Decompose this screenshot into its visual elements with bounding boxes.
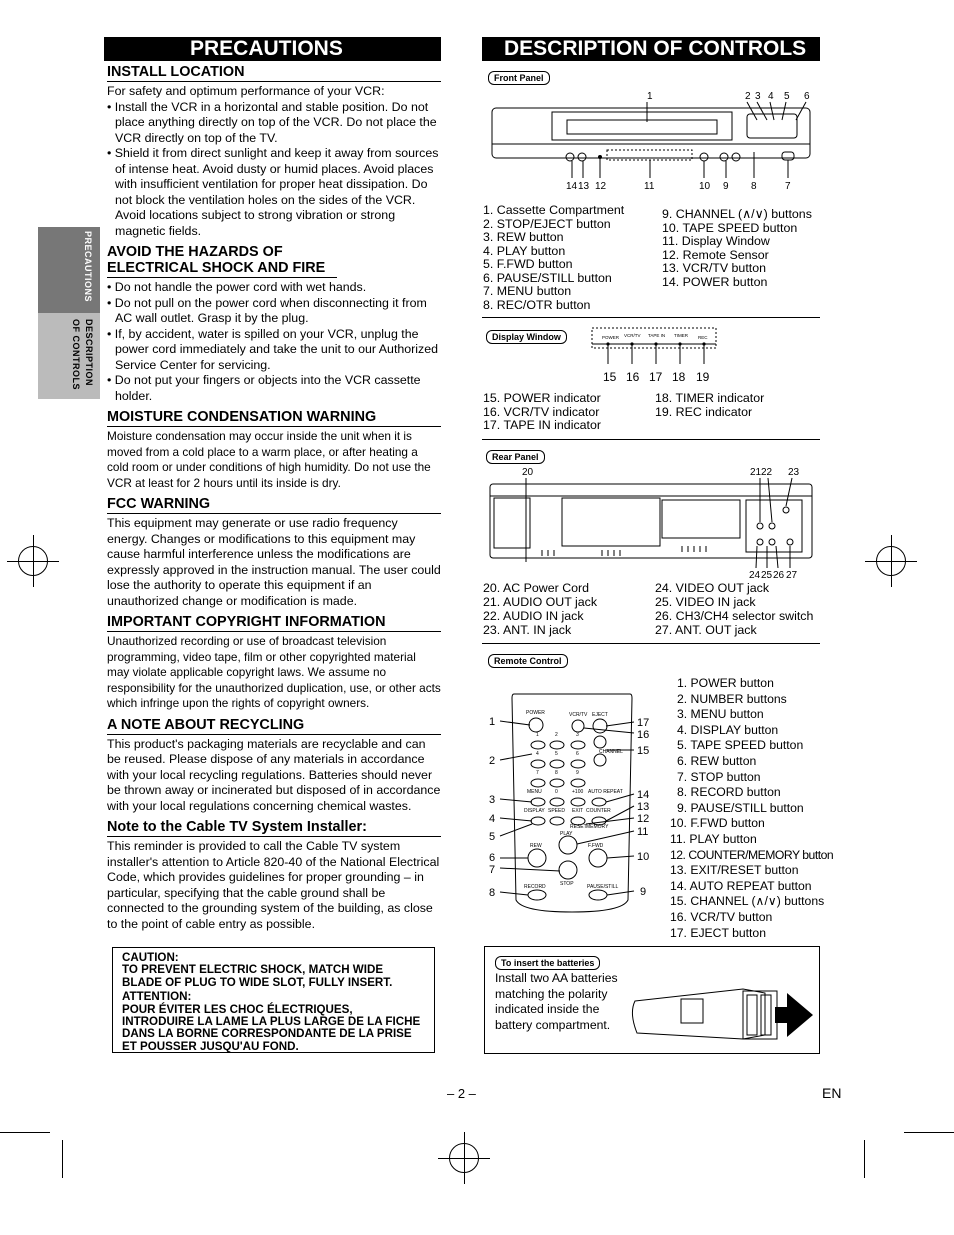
cassette-slot [567,120,717,134]
remote-list [670,676,833,941]
paragraph: This equipment may generate or use radio frequency energy. Changes or modifications to this equipment may cause harmful interference unless the modifications are expressly approved in the instruction manual. The user could lose the authority to operate this equipment if an unauthorized change or modification is made. [107,516,441,608]
svg-text:SPEED: SPEED [548,808,565,814]
caution-box [112,947,435,1053]
rear-panel-label-text: Rear Panel [486,450,545,464]
battery-compartment-illustration [625,977,817,1049]
callout-10: 10 [699,181,711,192]
bullet-item: • Install the VCR in a horizontal and stable position. Do not place anything directly on top of the VCR. Do not place the VCR directly on top of the TV. [107,99,437,145]
svg-text:COUNTER: COUNTER [586,808,611,814]
callout-7: 7 [785,181,791,192]
callout-6: 6 [804,91,810,102]
ffwd-key [589,849,607,867]
callout-r16: 16 [637,729,650,741]
svg-text:8: 8 [555,770,558,776]
front-panel-label-text: Front Panel [488,71,550,85]
copyright-section [107,614,441,712]
callout-r9: 9 [640,886,647,898]
callout-11: 11 [644,181,655,192]
list-item: 13. EXIT/RESET button [670,863,799,878]
moisture-section [107,409,441,491]
key-power-label: POWER [526,710,545,716]
list-item: 6. REW button [677,753,757,768]
remote-control-label [488,651,568,669]
callout-r15: 15 [637,745,650,757]
front-panel-list-a [483,204,624,312]
callout-24: 24 [749,570,761,580]
rear-panel-diagram [482,462,820,580]
display-window-label-text: Display Window [486,330,567,344]
callout-r6: 6 [489,852,496,864]
batteries-label-text: To insert the batteries [495,956,600,970]
attention-text: POUR ÉVITER LES CHOC ÉLECTRIQUES, INTRODUIRE LA LAME LA PLUS LARGE DE LA FICHE DANS LA BORNE CORRESPONDANTE DE LA PRISE ET POUSSER JUSQU'AU FOND. [122,1002,421,1053]
attention-label: ATTENTION: [122,990,192,1004]
list-item: 4. DISPLAY button [677,722,779,737]
front-panel-diagram [482,86,820,196]
eject-key [593,719,607,733]
svg-text:PAUSE/STILL: PAUSE/STILL [587,884,619,890]
channel-button [720,153,728,161]
section-heading: FCC WARNING [107,496,441,514]
transport-cluster [747,114,797,138]
section-tab [38,227,100,399]
list-item: 2. STOP/EJECT button [483,216,611,231]
callout-26: 26 [773,570,785,580]
bullet-item: • Do not pull on the power cord when disconnecting it from AC wall outlet. Grasp it by the plug. [107,295,427,325]
callout-r11: 11 [637,826,649,838]
list-item: 4. PLAY button [483,243,566,258]
batteries-text: Install two AA batteries matching the polarity indicated inside the battery compartment. [495,971,618,1032]
svg-text:MENU: MENU [527,789,542,795]
svg-text:9: 9 [576,770,579,776]
svg-text:STOP: STOP [560,881,574,887]
callout-8: 8 [751,181,757,192]
channel-button [732,153,740,161]
callout-22: 22 [761,467,773,478]
svg-text:5: 5 [555,751,558,757]
callout-12: 12 [595,181,607,192]
paragraph: This reminder is provided to call the Cable TV system installer's attention to Article 820-40 of the National Electrical Code, which provides guidelines for proper grounding – in particular, specifying that the cable ground shall be connected to the grounding system of the building, as close to the point of cable entry as possible. [107,839,440,931]
svg-text:RESET: RESET [570,824,587,830]
power-key [529,718,543,732]
divider [482,439,820,440]
callout-r3: 3 [489,794,496,806]
section-heading: MOISTURE CONDENSATION WARNING [107,409,441,427]
list-item: 9. CHANNEL (∧/∨) buttons [662,207,812,221]
section-heading: Note to the Cable TV System Installer: [107,819,441,837]
section-heading: IMPORTANT COPYRIGHT INFORMATION [107,614,441,632]
section-heading: A NOTE ABOUT RECYCLING [107,717,441,735]
list-item: 3. REW button [483,230,564,244]
paragraph: This product's packaging materials are recyclable and can be reused. Please dispose of any materials in accordance with your local recycling regulations. Batteries should never be thrown away or incinerated but disposed of in accordance with your local regulations concerning chemical wastes. [107,736,441,813]
list-item: 7. STOP button [677,769,761,784]
list-item: 3. MENU button [677,707,764,722]
list-item: 12. Remote Sensor [662,247,769,262]
indicator-tapein: TAPE IN [648,333,666,338]
registration-mark [18,546,48,576]
svg-text:RECORD: RECORD [524,884,546,890]
svg-text:REW: REW [530,843,542,849]
list-item: 18. TIMER indicator [655,391,765,405]
list-item: 14. POWER button [662,274,768,289]
callout-4: 4 [768,91,774,102]
precautions-column [107,64,441,937]
section-heading: INSTALL LOCATION [107,64,441,82]
power-button [566,153,574,161]
list-item: 26. CH3/CH4 selector switch [655,609,814,623]
front-panel-list-b [662,208,812,289]
list-item: 27. ANT. OUT jack [655,623,757,637]
list-item: 13. VCR/TV button [662,261,766,275]
svg-text:3: 3 [576,732,579,738]
callout-r17: 17 [637,717,650,729]
page-number: – 2 – [447,1086,476,1101]
divider [482,643,820,644]
list-item: 1. POWER button [677,676,774,690]
vcrtv-key [572,720,584,732]
svg-text:2: 2 [555,732,558,738]
registration-mark [876,546,906,576]
tab-precautions [38,227,100,313]
remote-sensor [598,155,602,159]
svg-text:AUTO REPEAT: AUTO REPEAT [588,789,623,795]
list-item: 15. POWER indicator [483,391,601,405]
list-item: 16. VCR/TV indicator [483,404,600,419]
rec-button [782,152,794,160]
indicator-vcrtv: VCR/TV [624,333,641,338]
display-list-a [483,392,601,433]
rear-body [490,484,812,558]
display-window-diagram [590,326,720,388]
crop-mark [864,1140,865,1178]
crop-mark [904,1132,954,1133]
callout-19: 19 [696,370,710,384]
callout-3: 3 [755,91,761,102]
callout-1: 1 [647,91,653,102]
list-item: 8. RECORD button [677,785,781,800]
paragraph: For safety and optimum performance of your VCR: [107,84,385,98]
callout-21: 21 [750,467,762,478]
remote-control-diagram [482,690,662,935]
bullet-item: • If, by accident, water is spilled on your VCR, unplug the power cord immediately and take the unit to our Authorized Service Center for servicing. [107,326,439,372]
callout-16: 16 [626,370,640,384]
callout-r12: 12 [637,813,650,825]
indicator-power: POWER [602,335,620,340]
vcrtv-button [578,153,586,161]
callout-r2: 2 [489,755,496,767]
callout-17: 17 [649,370,663,384]
list-item: 10. F.FWD button [670,816,765,831]
indicator-timer: TIMER [674,333,688,338]
list-item: 23. ANT. IN jack [483,623,572,637]
callout-r7: 7 [489,864,496,876]
caution-text: TO PREVENT ELECTRIC SHOCK, MATCH WIDE BLADE OF PLUG TO WIDE SLOT, FULLY INSERT. [122,963,393,989]
caution-label: CAUTION: [122,951,179,964]
language-code: EN [822,1085,842,1101]
tab-precautions-label: PRECAUTIONS [83,231,93,303]
list-item: 5. TAPE SPEED button [677,738,804,753]
list-item: 2. NUMBER buttons [677,691,787,706]
list-item: 5. F.FWD button [483,257,573,271]
callout-13: 13 [578,181,590,192]
record-key [528,890,546,900]
svg-text:1: 1 [536,732,539,738]
front-panel-label [488,68,550,86]
list-item: 14. AUTO REPEAT button [670,878,812,893]
callout-r4: 4 [489,813,496,825]
callout-15: 15 [603,370,617,384]
batteries-label [495,953,600,971]
callout-r1: 1 [489,716,496,728]
paragraph: Unauthorized recording or use of broadcast television programming, video tape, film or other copyrighted material may violate applicable copyright laws. We assume no responsibility for the unauthorized duplication, use, or other acts which infringe upon the rights of copyright owners. [107,634,441,710]
svg-text:CHANNEL: CHANNEL [599,749,623,755]
list-item: 6. PAUSE/STILL button [483,270,612,285]
callout-14: 14 [566,181,578,192]
list-item: 7. MENU button [483,284,572,298]
list-item: 15. CHANNEL (∧/∨) buttons [670,894,825,909]
display-window-label [486,327,567,345]
svg-text:7: 7 [536,770,539,776]
registration-mark [449,1143,479,1173]
tab-description [38,313,100,399]
remote-control-label-text: Remote Control [488,654,568,668]
pause-key [589,890,607,900]
list-item: 17. EJECT button [670,925,766,940]
hazards-section [107,244,441,404]
callout-r14: 14 [637,789,650,801]
callout-23: 23 [788,467,800,478]
cassette-door [552,112,732,140]
controls-title: DESCRIPTION OF CONTROLS [482,37,820,61]
list-item: 20. AC Power Cord [483,581,590,595]
list-item: 1. Cassette Compartment [483,203,625,217]
cable-section [107,819,441,932]
svg-text:F.FWD: F.FWD [588,843,604,849]
callout-r5: 5 [489,831,496,843]
indicator-rec: REC [698,335,708,340]
recycling-section [107,717,441,815]
list-item: 21. AUDIO OUT jack [483,595,598,609]
callout-2: 2 [745,91,751,102]
speed-button [700,153,708,161]
section-heading: AVOID THE HAZARDS OF ELECTRICAL SHOCK AND FIRE [107,244,337,278]
precautions-title: PRECAUTIONS [104,37,441,61]
svg-text:4: 4 [536,751,539,757]
tab-description-label-2: OF CONTROLS [71,319,81,390]
callout-5: 5 [784,91,790,102]
insert-arrow-icon [775,993,813,1037]
callout-r10: 10 [637,851,650,863]
batteries-box [484,946,820,1054]
callout-25: 25 [761,570,773,580]
list-item: 9. PAUSE/STILL button [677,800,804,815]
callout-27: 27 [786,570,798,580]
bullet-item: • Do not handle the power cord with wet hands. [107,280,367,294]
display-list-b [655,392,764,419]
svg-text:0: 0 [555,789,558,795]
list-item: 17. TAPE IN indicator [483,418,601,432]
svg-text:+100: +100 [572,789,584,795]
list-item: 24. VIDEO OUT jack [655,581,770,595]
rew-key [528,849,546,867]
rear-list-b [655,581,813,637]
play-key [559,836,577,854]
crop-mark [0,1132,50,1133]
list-item: 12. COUNTER/MEMORY button [670,847,834,862]
callout-r8: 8 [489,887,496,899]
list-item: 22. AUDIO IN jack [483,609,584,623]
list-item: 11. PLAY button [670,831,757,846]
fcc-section [107,496,441,609]
crop-mark [62,1140,63,1178]
list-item: 10. TAPE SPEED button [662,220,798,235]
bullet-item: • Do not put your fingers or objects into the VCR cassette holder. [107,373,421,403]
bullet-item: • Shield it from direct sunlight and keep it away from sources of intense heat. Avoid dusty or humid places. Avoid places with insufficient ventilation for proper heat dissipation. Do not block the ventilation holes on the sides of the VCR. Avoid locations subject to strong vibration or strong magnetic fields. [107,146,439,238]
callout-9: 9 [723,181,729,192]
callout-r13: 13 [637,801,650,813]
stop-key [559,861,577,879]
key-vcrtv-label: VCR/TV [569,712,588,718]
svg-text:DISPLAY: DISPLAY [524,808,545,814]
list-item: 8. REC/OTR button [483,297,591,312]
svg-text:PLAY: PLAY [560,831,573,837]
list-item: 25. VIDEO IN jack [655,595,756,609]
tab-description-label-1: DESCRIPTION [84,319,94,387]
callout-20: 20 [522,467,534,478]
rear-list-a [483,581,597,637]
svg-text:EXIT: EXIT [572,808,584,814]
svg-text:MEMORY: MEMORY [586,824,609,830]
key-eject-label: EJECT [592,712,608,718]
list-item: 11. Display Window [662,234,770,248]
install-location-section [107,64,441,239]
divider [482,317,820,318]
list-item: 19. REC indicator [655,404,753,419]
paragraph: Moisture condensation may occur inside the unit when it is moved from a cold place to a warm place, or after heating a cold room or under conditions of high humidity. Do not use the VCR at least for 2 hours until its inside is dry. [107,429,431,490]
callout-18: 18 [672,370,686,384]
svg-text:6: 6 [576,751,579,757]
list-item: 16. VCR/TV button [670,909,773,924]
